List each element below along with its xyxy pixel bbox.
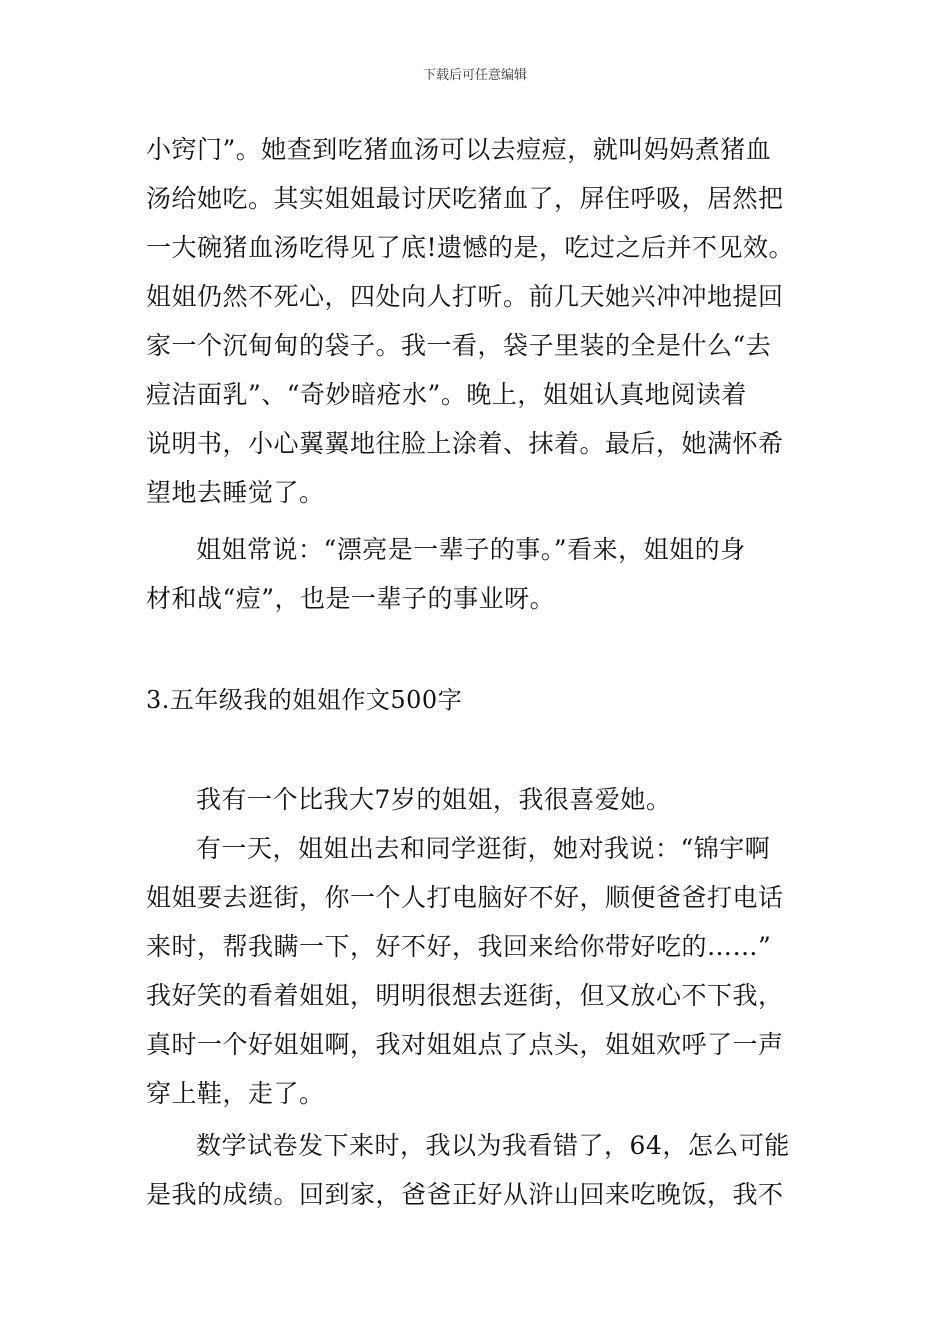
text-line: 汤给她吃。其实姐姐最讨厌吃猪血了，屏住呼吸，居然把 <box>146 184 784 213</box>
text-line: 真时一个好姐姐啊，我对姐姐点了点头，姐姐欢呼了一声 <box>146 1030 784 1059</box>
text-line: 姐姐要去逛街，你一个人打电脑好不好，顺便爸爸打电话 <box>146 883 784 912</box>
text-line: 姐姐常说：“漂亮是一辈子的事。”看来，姐姐的身 <box>196 535 746 564</box>
text-line: 是我的成绩。回到家，爸爸正好从浒山回来吃晚饭，我不 <box>146 1180 784 1209</box>
section2-paragraph-2 <box>146 824 811 1118</box>
text-line: 数学试卷发下来时，我以为我看错了，64，怎么可能 <box>196 1131 790 1160</box>
section1-closing-paragraph <box>146 525 811 623</box>
text-line: 我好笑的看着姐姐，明明很想去逛街，但又放心不下我， <box>146 981 784 1010</box>
section-heading <box>146 676 811 725</box>
text-line: 小窍门”。她查到吃猪血汤可以去痘痘，就叫妈妈煮猪血 <box>146 135 772 164</box>
section1-paragraph <box>146 125 811 517</box>
text-line: 材和战“痘”，也是一辈子的事业呀。 <box>146 584 556 613</box>
text-line: 有一天，姐姐出去和同学逛街，她对我说：“锦宇啊 <box>196 834 771 863</box>
heading-text: 3.五年级我的姐姐作文500字 <box>146 686 463 714</box>
section2-paragraph-3 <box>146 1121 811 1219</box>
text-line: 说明书，小心翼翼地往脸上涂着、抹着。最后，她满怀希 <box>146 429 784 458</box>
text-line: 姐姐仍然不死心，四处向人打听。前几天她兴冲冲地提回 <box>146 282 784 311</box>
section2-paragraph-1 <box>146 775 811 824</box>
page-header: 下载后可任意编辑 <box>422 68 527 83</box>
text-line: 望地去睡觉了。 <box>146 478 325 507</box>
text-line: 来时，帮我瞒一下，好不好，我回来给你带好吃的……” <box>146 932 772 961</box>
text-line: 家一个沉甸甸的袋子。我一看，袋子里装的全是什么“去 <box>146 331 772 360</box>
text-line: 一大碗猪血汤吃得见了底!遗憾的是，吃过之后并不见效。 <box>146 233 795 262</box>
text-line: 我有一个比我大7岁的姐姐，我很喜爱她。 <box>196 785 672 814</box>
text-line: 痘洁面乳”、“奇妙暗疮水”。晚上，姐姐认真地阅读着 <box>146 380 747 409</box>
text-line: 穿上鞋，走了。 <box>146 1079 325 1108</box>
